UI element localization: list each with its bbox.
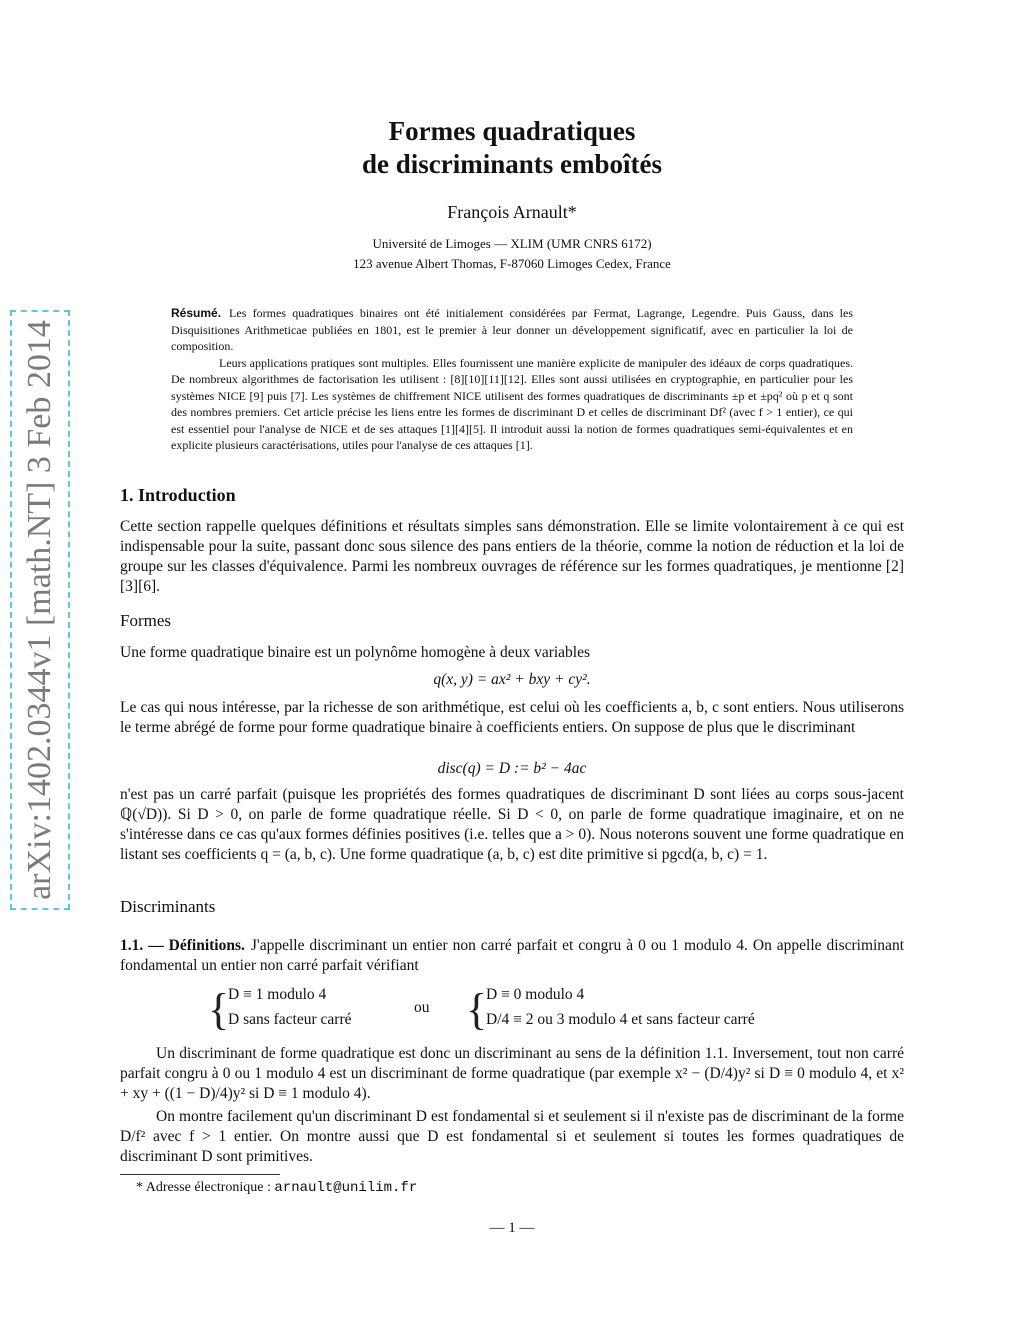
equation-q: q(x, y) = ax² + bxy + cy². — [433, 671, 591, 688]
system-left-line-2: D sans facteur carré — [228, 1011, 352, 1028]
definition-paragraph — [120, 936, 904, 976]
right-system-brace-icon: { — [466, 985, 488, 1034]
section-heading-introduction: 1. Introduction — [120, 485, 236, 505]
system-left-line-1: D ≡ 1 modulo 4 — [228, 986, 327, 1003]
system-right-line-2: D/4 ≡ 2 ou 3 modulo 4 et sans facteur carré — [486, 1011, 755, 1028]
arxiv-stamp-text: arXiv:1402.0344v1 [math.NT] 3 Feb 2014 — [21, 320, 58, 900]
page-number: — 1 — — [489, 1220, 535, 1236]
intro-paragraph: Cette section rappelle quelques définitions et résultats simples sans démonstration. Elle se limite volontairement à ce qui est indispensable pour la suite, passant donc sous silence des pans entiers de la théorie, comme la notion de réduction et la loi de groupe sur les classes d'équivalence. Parmi les nombreux ouvrages de référence sur les formes quadratiques, je mentionne [2][3][6]. — [120, 518, 904, 595]
subsection-heading-discriminants: Discriminants — [120, 897, 216, 916]
title-line-1: Formes quadratiques — [388, 116, 636, 146]
formes-intro: Une forme quadratique binaire est un polynôme homogène à deux variables — [120, 644, 591, 661]
system-or: ou — [414, 999, 430, 1016]
footnote-label: * Adresse électronique : — [136, 1180, 271, 1195]
abstract — [171, 305, 853, 454]
subsection-heading-formes: Formes — [120, 611, 171, 630]
footnote-rule — [120, 1174, 280, 1175]
footnote — [136, 1180, 417, 1196]
paper-title — [120, 115, 904, 181]
paragraph-after-definition-1: Un discriminant de forme quadratique est donc un discriminant au sens de la définition 1.1. Inversement, tout non carré parfait congru à 0 ou 1 modulo 4 est un discriminant de forme quadratique (par exemple x² − (D/4)y² si D ≡ 0 modulo 4, et x² + xy + ((1 − D)/4)y² si D ≡ 1 modulo 4). — [120, 1045, 904, 1102]
system-right-line-1: D ≡ 0 modulo 4 — [486, 986, 585, 1003]
footnote-email[interactable]: arnault@unilim.fr — [274, 1180, 418, 1196]
abstract-heading: Résumé. — [171, 306, 222, 320]
title-line-2: de discriminants emboîtés — [362, 149, 662, 179]
abstract-paragraph-2: Leurs applications pratiques sont multiples. Elles fournissent une manière explicite de manipuler des idéaux de corps quadratiques. De nombreux algorithmes de factorisation les utilisent : [8][10][11][12]. Elles sont aussi utilisées en cryptographie, en particulier pour les systèmes NICE [9] puis [7]. Les systèmes de chiffrement NICE utilisent des formes quadratiques de discriminants ±p et ±pq² où p et q sont des nombres premiers. Cet article précise les liens entre les formes de discriminant D et celles de discriminant Df² (avec f > 1 entier), ce qui est essentiel pour l'analyse de NICE et de ses attaques [1][4][5]. Il introduit aussi la notion de formes quadratiques semi-équivalentes et en explicite plusieurs caractérisations, utiles pour l'analyse de ces attaques [1]. — [171, 355, 853, 452]
definition-heading: 1.1. — Définitions. — [120, 937, 245, 954]
equation-disc: disc(q) = D := b² − 4ac — [437, 760, 587, 777]
affiliation-line-2: 123 avenue Albert Thomas, F-87060 Limoges Cedex, France — [353, 256, 671, 271]
abstract-paragraph-1: Les formes quadratiques binaires ont été initialement considérées par Fermat, Lagrange, Legendre. Puis Gauss, dans les Disquisitiones Arithmeticae publiées en 1801, est le premier à leur donner un développement significatif, avec en particulier la loi de composition. — [171, 306, 853, 353]
author: François Arnault* — [447, 202, 577, 222]
affiliation — [120, 234, 904, 274]
formes-paragraph-2: Le cas qui nous intéresse, par la richesse de son arithmétique, est celui où les coefficients a, b, c sont entiers. Nous utiliserons le terme abrégé de forme pour forme quadratique binaire à coefficients entiers. On suppose de plus que le discriminant — [120, 699, 904, 736]
definition-text: J'appelle discriminant un entier non carré parfait et congru à 0 ou 1 modulo 4. On appelle discriminant fondamental un entier non carré parfait vérifiant — [120, 937, 904, 974]
left-brace-icon: { — [208, 985, 230, 1034]
paragraph-after-definition-2: On montre facilement qu'un discriminant D est fondamental si et seulement si il n'existe pas de discriminant de la forme D/f² avec f > 1 entier. On montre aussi que D est fondamental si et seulement si toutes les formes quadratiques de discriminant D sont primitives. — [120, 1108, 904, 1165]
formes-paragraph-3: n'est pas un carré parfait (puisque les propriétés des formes quadratiques de discriminant D sont liées au corps sous-jacent ℚ(√D)). Si D > 0, on parle de forme quadratique réelle. Si D < 0, on parle de forme quadratique imaginaire, et on ne s'intéresse dans ce cas qu'aux formes définies positives (i.e. telles que a > 0). Nous noterons souvent une forme quadratique en listant ses coefficients q = (a, b, c). Une forme quadratique (a, b, c) est dite primitive si pgcd(a, b, c) = 1. — [120, 786, 904, 863]
arxiv-stamp — [10, 310, 70, 910]
fundamental-discriminant-system — [200, 984, 820, 1040]
affiliation-line-1: Université de Limoges — XLIM (UMR CNRS 6172) — [372, 236, 652, 251]
